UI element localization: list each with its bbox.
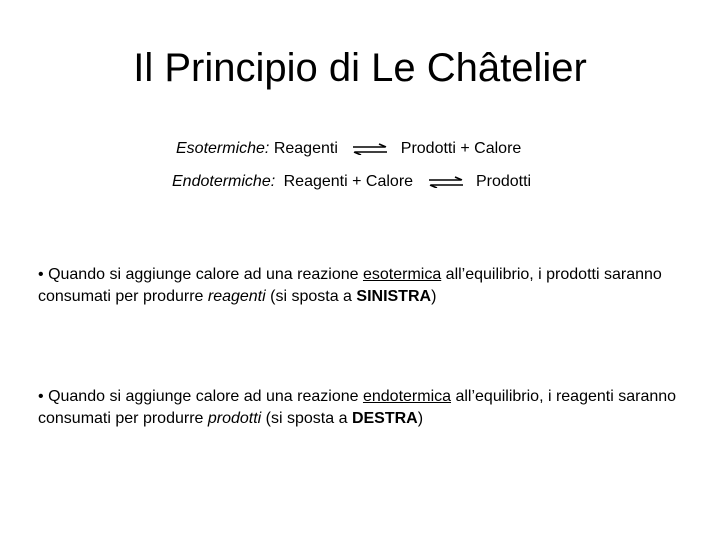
bullet-marker: • <box>38 266 44 283</box>
bullet-text: all’equilibrio, i reagenti saranno consumati per produrre <box>38 388 677 427</box>
bullet-text: ) <box>417 410 424 427</box>
bullet-exothermic <box>38 264 698 308</box>
endothermic-label: Endotermiche: <box>172 173 276 190</box>
direction-left: SINISTRA <box>356 288 432 305</box>
bullet-text: all’equilibrio, i prodotti saranno consumati per produrre <box>38 266 662 305</box>
endothermic-equation <box>172 172 531 192</box>
equilibrium-arrows-icon <box>428 176 464 188</box>
bullet-text: (si sposta a <box>265 288 357 305</box>
product-reagents: reagenti <box>207 288 266 305</box>
direction-right: DESTRA <box>351 410 418 427</box>
bullet-text: Quando si aggiunge calore ad una reazione <box>48 388 363 405</box>
endothermic-right-side: Prodotti <box>475 173 532 190</box>
bullet-text: (si sposta a <box>261 410 352 427</box>
exothermic-right-side: Prodotti + Calore <box>400 140 522 157</box>
exothermic-left-side: Reagenti <box>273 140 338 157</box>
keyword-endothermic: endotermica <box>362 388 452 405</box>
bullet-endothermic <box>38 386 698 430</box>
exothermic-equation <box>176 139 521 159</box>
bullet-text: Quando si aggiunge calore ad una reazione <box>48 266 363 283</box>
equilibrium-arrows-icon <box>352 143 388 155</box>
exothermic-label: Esotermiche: <box>176 140 270 157</box>
slide-title: Il Principio di Le Châtelier <box>133 46 587 90</box>
keyword-exothermic: esotermica <box>362 266 442 283</box>
product-products: prodotti <box>207 410 262 427</box>
bullet-text: ) <box>431 288 437 305</box>
bullet-marker: • <box>38 388 44 405</box>
endothermic-left-side: Reagenti + Calore <box>283 173 414 190</box>
